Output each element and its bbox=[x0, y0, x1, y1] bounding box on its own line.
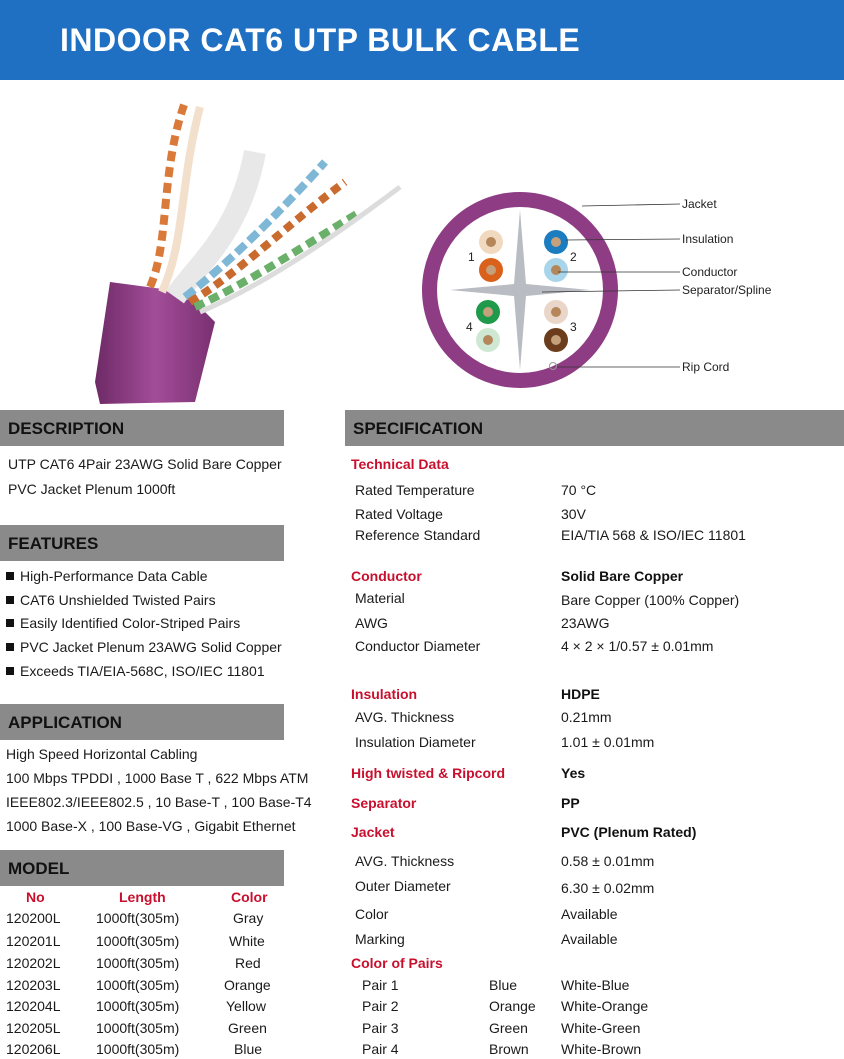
cable-cross-section-diagram bbox=[420, 180, 800, 405]
model-col-length: Length bbox=[119, 889, 166, 905]
spec-value: 0.58 ± 0.01mm bbox=[561, 853, 655, 869]
spec-label: Reference Standard bbox=[355, 527, 481, 543]
spec-jacket-value: PVC (Plenum Rated) bbox=[561, 824, 697, 840]
spec-technical-label: Technical Data bbox=[351, 456, 449, 472]
spec-value: 4 × 2 × 1/0.57 ± 0.01mm bbox=[561, 638, 714, 654]
cable-photo bbox=[90, 82, 410, 407]
model-col-color: Color bbox=[231, 889, 268, 905]
pair-number-2: 2 bbox=[570, 250, 577, 264]
pair-number-4: 4 bbox=[466, 320, 473, 334]
spec-conductor-label: Conductor bbox=[351, 568, 422, 584]
spec-insulation-label: Insulation bbox=[351, 686, 418, 702]
features-heading: FEATURES bbox=[0, 525, 284, 561]
application-line: 100 Mbps TPDDI , 1000 Base T , 622 Mbps ATM bbox=[6, 770, 309, 786]
spec-separator-value: PP bbox=[561, 795, 580, 811]
application-line: IEEE802.3/IEEE802.5 , 10 Base-T , 100 Base-T4 bbox=[6, 794, 312, 810]
spec-label: Material bbox=[355, 590, 405, 606]
spec-label: Conductor Diameter bbox=[355, 638, 481, 654]
label-conductor: Conductor bbox=[682, 265, 738, 279]
spec-label: Marking bbox=[355, 931, 405, 947]
spec-label: AVG. Thickness bbox=[355, 709, 455, 725]
spec-value: 23AWG bbox=[561, 615, 610, 631]
model-heading: MODEL bbox=[0, 850, 284, 886]
application-heading: APPLICATION bbox=[0, 704, 284, 740]
application-line: 1000 Base-X , 100 Base-VG , Gigabit Ethernet bbox=[6, 818, 296, 834]
spec-value: 30V bbox=[561, 506, 586, 522]
spec-value: 0.21mm bbox=[561, 709, 612, 725]
feature-item: Easily Identified Color-Striped Pairs bbox=[6, 615, 240, 631]
feature-item: High-Performance Data Cable bbox=[6, 568, 208, 584]
description-line-1: UTP CAT6 4Pair 23AWG Solid Bare Copper bbox=[8, 456, 282, 472]
page-title: INDOOR CAT6 UTP BULK CABLE bbox=[60, 22, 581, 58]
spec-label: AVG. Thickness bbox=[355, 853, 455, 869]
feature-item: PVC Jacket Plenum 23AWG Solid Copper bbox=[6, 639, 282, 655]
spec-label: Color bbox=[355, 906, 389, 922]
pair-number-3: 3 bbox=[570, 320, 577, 334]
model-col-no: No bbox=[26, 889, 45, 905]
title-banner bbox=[0, 0, 844, 80]
spec-value: Available bbox=[561, 906, 618, 922]
spec-value: Available bbox=[561, 931, 618, 947]
label-insulation: Insulation bbox=[682, 232, 734, 246]
spec-value: Bare Copper (100% Copper) bbox=[561, 592, 740, 608]
spec-label: Outer Diameter bbox=[355, 878, 451, 894]
spec-label: Rated Voltage bbox=[355, 506, 443, 522]
spec-value: EIA/TIA 568 & ISO/IEC 11801 bbox=[561, 527, 746, 543]
spec-twisted-value: Yes bbox=[561, 765, 586, 781]
label-separator: Separator/Spline bbox=[682, 283, 772, 297]
pair-number-1: 1 bbox=[468, 250, 475, 264]
application-line: High Speed Horizontal Cabling bbox=[6, 746, 198, 762]
feature-item: Exceeds TIA/EIA-568C, ISO/IEC 11801 bbox=[6, 663, 265, 679]
spec-label: AWG bbox=[355, 615, 388, 631]
description-line-2: PVC Jacket Plenum 1000ft bbox=[8, 481, 176, 497]
label-jacket: Jacket bbox=[682, 197, 717, 211]
feature-item: CAT6 Unshielded Twisted Pairs bbox=[6, 592, 216, 608]
spec-twisted-label: High twisted & Ripcord bbox=[351, 765, 505, 781]
spec-value: 70 °C bbox=[561, 482, 597, 498]
spec-conductor-value: Solid Bare Copper bbox=[561, 568, 684, 584]
spec-separator-label: Separator bbox=[351, 795, 417, 811]
spec-value: 6.30 ± 0.02mm bbox=[561, 880, 655, 896]
spec-jacket-label: Jacket bbox=[351, 824, 395, 840]
spec-pairs-label: Color of Pairs bbox=[351, 955, 443, 971]
specification-heading: SPECIFICATION bbox=[345, 410, 844, 446]
spec-label: Insulation Diameter bbox=[355, 734, 476, 750]
spec-label: Rated Temperature bbox=[355, 482, 475, 498]
label-rip-cord: Rip Cord bbox=[682, 360, 730, 374]
spec-insulation-value: HDPE bbox=[561, 686, 600, 702]
description-heading: DESCRIPTION bbox=[0, 410, 284, 446]
spec-value: 1.01 ± 0.01mm bbox=[561, 734, 655, 750]
